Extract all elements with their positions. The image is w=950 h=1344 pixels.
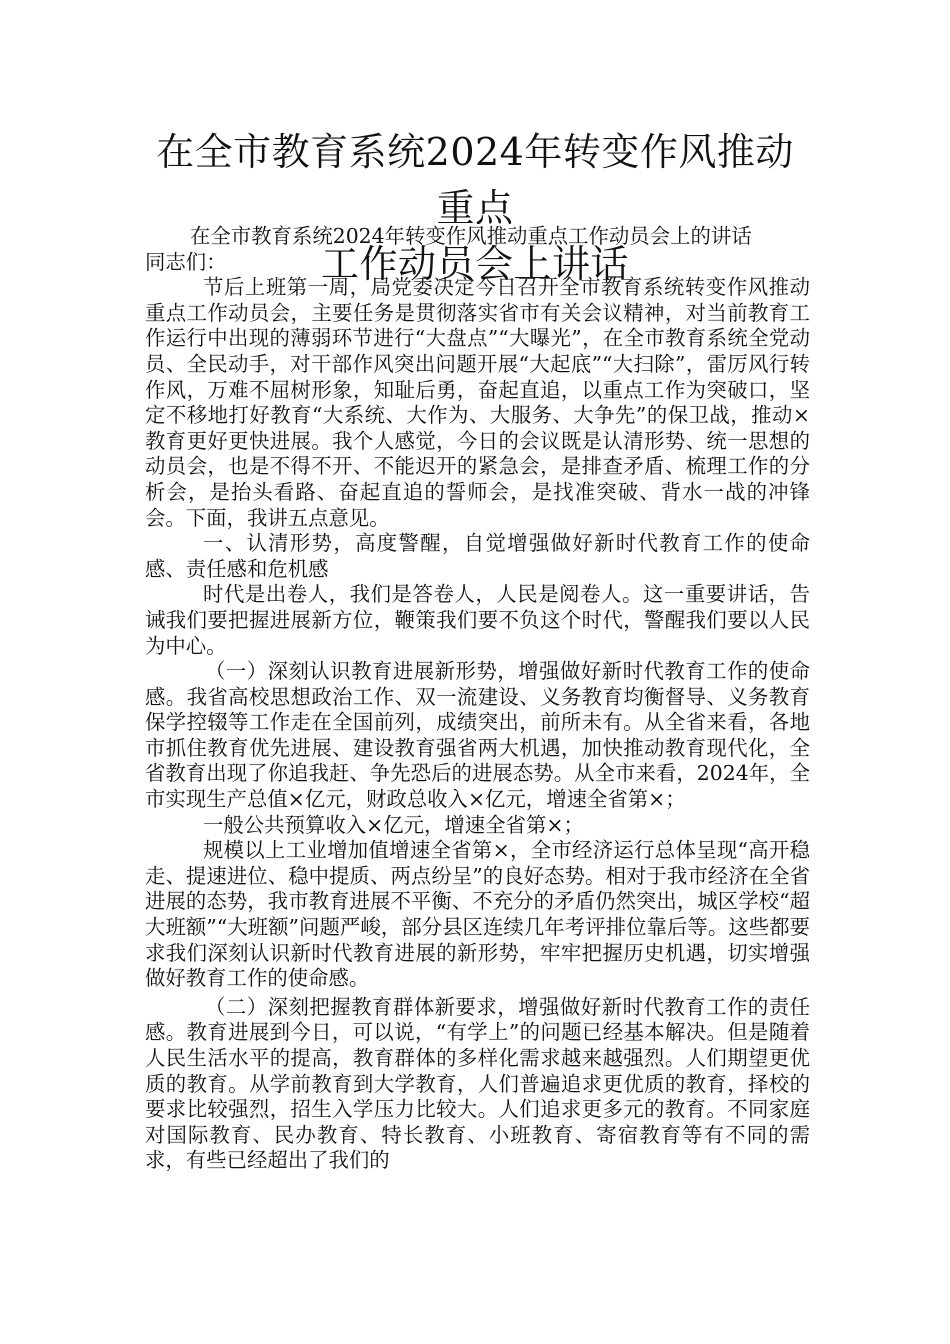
body-paragraph: 一般公共预算收入×亿元，增速全省第×； (203, 812, 584, 837)
salutation: 同志们： (145, 249, 227, 274)
document-body (145, 224, 810, 1174)
body-paragraph: （二）深刻把握教育群体新要求，增强做好新时代教育工作的责任感。教育进展到今日，可以说，“有学上”的问题已经基本解决。但是随着人民生活水平的提高，教育群体的多样化需求越来越强烈。人们期望更优质的教育。从学前教育到大学教育，人们普遍追求更优质的教育，择校的要求比较强烈，招生入学压力比较大。人们追求更多元的教育。不同家庭对国际教育、民办教育、特长教育、小班教育、寄宿教育等有不同的需求，有些已经超出了我们的 (145, 994, 810, 1173)
subtitle-paragraph: 在全市教育系统2024年转变作风推动重点工作动员会上的讲话 (190, 224, 752, 248)
section-heading: 一、认清形势，高度警醒，自觉增强做好新时代教育工作的使命感、责任感和危机感 (145, 531, 810, 581)
title-line-1: 在全市教育系统2024年转变作风推动重点 (156, 130, 794, 230)
body-paragraph: 节后上班第一周，局党委决定今日召开全市教育系统转变作风推动重点工作动员会，主要任务是贯彻落实省市有关会议精神，对当前教育工作运行中出现的薄弱环节进行“大盘点”“大曝光”，在全市教育系统全党动员、全民动手，对干部作风突出问题开展“大起底”“大扫除”，雷厉风行转作风，万难不屈树形象，知耻后勇，奋起直追，以重点工作为突破口，坚定不移地打好教育“大系统、大作为、大服务、大争先”的保卫战，推动×教育更好更快进展。我个人感觉，今日的会议既是认清形势、统一思想的动员会，也是不得不开、不能迟开的紧急会，是排查矛盾、梳理工作的分析会，是抬头看路、奋起直追的誓师会，是找准突破、背水一战的冲锋会。下面，我讲五点意见。 (145, 275, 810, 530)
body-paragraph: 时代是出卷人，我们是答卷人，人民是阅卷人。这一重要讲话，告诫我们要把握进展新方位，鞭策我们要不负这个时代，警醒我们要以人民为中心。 (145, 582, 810, 658)
title-line-2: 工作动员会上讲话 (320, 242, 629, 286)
body-paragraph: （一）深刻认识教育进展新形势，增强做好新时代教育工作的使命感。我省高校思想政治工作、双一流建设、义务教育均衡督导、义务教育保学控辍等工作走在全国前列，成绩突出，前所未有。从全省来看，各地市抓住教育优先进展、建设教育强省两大机遇，加快推动教育现代化，全省教育出现了你追我赶、争先恐后的进展态势。从全市来看，2024年，全市实现生产总值×亿元，财政总收入×亿元，增速全省第×； (145, 659, 810, 812)
body-paragraph: 规模以上工业增加值增速全省第×，全市经济运行总体呈现“高开稳走、提速进位、稳中提质、两点纷呈”的良好态势。相对于我市经济在全省进展的态势，我市教育进展不平衡、不充分的矛盾仍然突出，城区学校“超大班额”“大班额”问题严峻，部分县区连续几年考评排位靠后等。这些都要求我们深刻认识新时代教育进展的新形势，牢牢把握历史机遇，切实增强做好教育工作的使命感。 (145, 838, 810, 991)
